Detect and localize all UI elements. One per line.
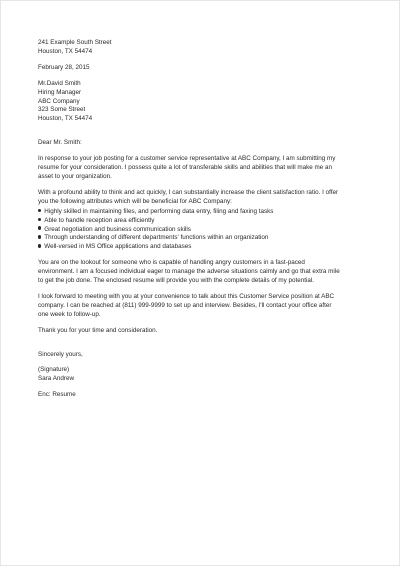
signature-placeholder: (Signature): [38, 366, 70, 374]
paragraph-attributes: [38, 189, 366, 207]
sender-address: [38, 39, 366, 57]
sender-street: 241 Example South Street: [38, 39, 112, 46]
bullet-icon: [38, 218, 41, 221]
paragraph-line: You are on the lookout for someone who is capable of handling angry customers in a fast-paced: [38, 259, 305, 267]
recipient-address: [38, 80, 366, 125]
recipient-company: ABC Company: [38, 97, 80, 105]
list-item: [38, 234, 366, 243]
valediction: Sincerely yours,: [38, 350, 83, 358]
paragraph-line: you the following attributes which will be beneficial for ABC Company:: [38, 197, 232, 205]
recipient-title: Hiring Manager: [38, 88, 82, 96]
paragraph-thanks: [38, 327, 366, 336]
paragraph-line: company. I can be reached at (811) 999-9999 to set up and interview. Besides, I'll contact your office after: [38, 301, 332, 309]
closing-block: [38, 351, 366, 385]
paragraph-line: With a profound ability to think and act quickly, I can substantially increase the client satisfaction ratio. I offer: [38, 188, 339, 196]
list-item-text: Able to handle reception area efficiently: [44, 216, 155, 224]
bullet-icon: [38, 226, 41, 229]
salutation: Dear Mr. Smith:: [38, 139, 82, 147]
list-item: [38, 226, 366, 235]
attribute-list: [38, 208, 366, 253]
bullet-icon: [38, 244, 41, 247]
recipient-street: 323 Some Street: [38, 106, 86, 114]
letter-body: [38, 39, 366, 400]
bullet-icon: [38, 209, 41, 212]
paragraph-line: to get the job done. The enclosed resume will provide you with the complete details of my potential.: [38, 277, 315, 285]
paragraph-line: resume for your consideration. I possess quite a lot of transferable skills and abilities that will make me an: [38, 164, 332, 172]
list-item: [38, 217, 366, 226]
paragraph-intro: [38, 155, 366, 182]
list-item-text: Highly skilled in maintaining files, and performing data entry, filing and faxing tasks: [44, 207, 274, 215]
paragraph-line: In response to your job posting for a customer service representative at ABC Company, I am submitting my: [38, 155, 336, 163]
list-item: [38, 208, 366, 217]
recipient-city: Houston, TX 54474: [38, 115, 93, 123]
paragraph-followup: [38, 293, 366, 320]
paragraph-line: Thank you for your time and consideration.: [38, 326, 158, 334]
list-item-text: Well-versed in MS Office applications and databases: [44, 243, 192, 251]
paragraph-qualities: [38, 259, 366, 286]
recipient-name: Mr.David Smith: [38, 79, 81, 87]
signer-name: Sara Andrew: [38, 375, 75, 383]
letter-date: February 28, 2015: [38, 63, 90, 71]
sender-city: Houston, TX 54474: [38, 47, 93, 55]
paragraph-line: one week to follow-up.: [38, 310, 101, 318]
list-item: [38, 243, 366, 252]
enclosure-note: Enc: Resume: [38, 391, 76, 399]
list-item-text: Great negotiation and business communication skills: [44, 225, 191, 233]
bullet-icon: [38, 235, 41, 238]
paragraph-line: I look forward to meeting with you at your convenience to talk about this Customer Service position at ABC: [38, 292, 335, 300]
paragraph-line: asset to your organization.: [38, 172, 112, 180]
paragraph-line: environment. I am a focused individual eager to manage the adverse situations calmly and go that extra mile: [38, 268, 340, 276]
list-item-text: Through understanding of different departments' functions within an organization: [44, 234, 269, 242]
